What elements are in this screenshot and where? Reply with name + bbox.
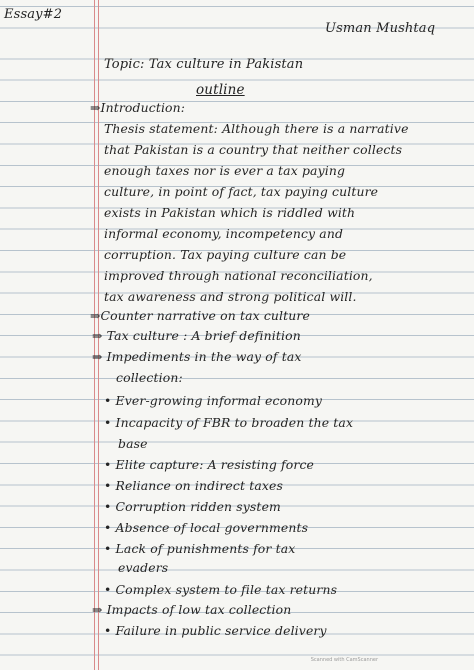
topic-title: Topic: Tax culture in Pakistan	[104, 57, 304, 72]
thesis-line: informal economy, incompetency and	[104, 226, 344, 241]
thesis-line: Thesis statement: Although there is a narrative	[104, 121, 409, 136]
bullet-item: • Ever-growing informal economy	[104, 393, 322, 408]
essay-number: Essay#2	[4, 7, 63, 22]
thesis-line: enough taxes nor is ever a tax paying	[104, 163, 346, 178]
thesis-line: exists in Pakistan which is riddled with	[104, 205, 356, 220]
bullet-item-cont: base	[118, 436, 148, 451]
outline-item-impediments-cont: collection:	[116, 370, 183, 385]
author-name: Usman Mushtaq	[325, 21, 436, 36]
bullet-item: • Elite capture: A resisting force	[104, 457, 315, 472]
outline-item-definition: ⇒ Tax culture : A brief definition	[92, 328, 301, 343]
bullet-item: • Complex system to file tax returns	[104, 582, 338, 597]
thesis-line: improved through national reconciliation,	[104, 268, 373, 283]
outline-heading: outline	[196, 82, 245, 98]
thesis-line: culture, in point of fact, tax paying culture	[104, 184, 379, 199]
bullet-item: • Reliance on indirect taxes	[104, 478, 283, 493]
outline-item-impacts: ⇒ Impacts of low tax collection	[92, 602, 292, 617]
outline-item-counter-narrative: ⇒Counter narrative on tax culture	[90, 308, 310, 323]
outline-item-impediments: ⇒ Impediments in the way of tax	[92, 349, 302, 364]
section-introduction: ⇒Introduction:	[90, 100, 186, 115]
thesis-line: corruption. Tax paying culture can be	[104, 247, 347, 262]
bullet-item: • Absence of local governments	[104, 520, 309, 535]
bullet-item: • Failure in public service delivery	[104, 623, 327, 638]
bullet-item: • Corruption ridden system	[104, 499, 281, 514]
scanner-watermark: Scanned with CamScanner	[310, 657, 378, 663]
thesis-line: tax awareness and strong political will.	[104, 289, 357, 304]
thesis-line: that Pakistan is a country that neither collects	[104, 142, 403, 157]
bullet-item: • Lack of punishments for tax	[104, 541, 296, 556]
bullet-item: • Incapacity of FBR to broaden the tax	[104, 415, 354, 430]
bullet-item-cont: evaders	[118, 560, 169, 575]
